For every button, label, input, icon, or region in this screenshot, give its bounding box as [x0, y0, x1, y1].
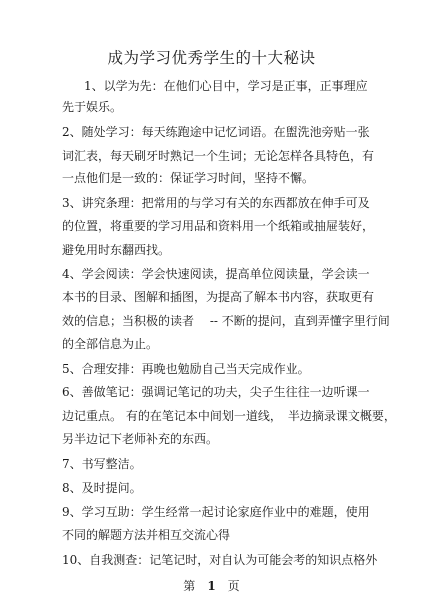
paragraph-line: 3、讲究条理：把常用的与学习有关的东西都放在伸手可及	[62, 196, 370, 210]
paragraph-line: 9、学习互助：学生经常一起讨论家庭作业中的难题，使用	[62, 505, 370, 519]
page-footer	[0, 577, 423, 594]
paragraph-line: 边记重点。 有的在笔记本中间划一道线， 半边摘录课文概要，	[62, 409, 396, 423]
page-number: 1	[207, 579, 216, 593]
paragraph-line: 5、合理安排：再晚也勉励自己当天完成作业。	[62, 362, 310, 376]
paragraph-line: 4、学会阅读：学会快速阅读，提高单位阅读量，学会读一	[62, 267, 370, 281]
page-label-suffix: 页	[227, 579, 240, 593]
paragraph-line: 词汇表，每天刷牙时熟记一个生词；无论怎样各具特色，有	[62, 149, 375, 163]
paragraph-line: 效的信息；当积极的读者 -- 不断的提问，直到弄懂字里行间	[62, 314, 390, 328]
paragraph-line: 避免用时东翻西找。	[62, 243, 171, 257]
paragraph-line: 的全部信息为止。	[62, 337, 159, 351]
paragraph-line: 1、以学为先：在他们心目中，学习是正事，正事理应	[84, 79, 368, 93]
paragraph-line: 本书的目录、图解和插图，为提高了解本书内容，获取更有	[62, 290, 375, 304]
paragraph-line: 10、自我测查：记笔记时，对自认为可能会考的知识点格外	[62, 553, 378, 567]
paragraph-line: 2、随处学习：每天练跑途中记忆词语。在盥洗池旁贴一张	[62, 125, 370, 139]
paragraph-line: 另半边记下老师补充的东西。	[62, 432, 219, 446]
paragraph-line: 一点他们是一致的：保证学习时间，坚持不懈。	[62, 171, 315, 185]
paragraph-line: 不同的解题方法并相互交流心得	[62, 528, 231, 542]
paragraph-line: 6、善做笔记：强调记笔记的功夫，尖子生往往一边听课一	[62, 385, 370, 399]
paragraph-line: 8、及时提问。	[62, 481, 142, 495]
paragraph-line: 先于娱乐。	[62, 100, 123, 114]
paragraph-line: 的位置，将重要的学习用品和资料用一个纸箱或抽屉装好，	[62, 219, 375, 233]
document-title: 成为学习优秀学生的十大秘诀	[107, 49, 316, 67]
paragraph-line: 7、书写整洁。	[62, 457, 142, 471]
page-label-prefix: 第	[183, 579, 196, 593]
